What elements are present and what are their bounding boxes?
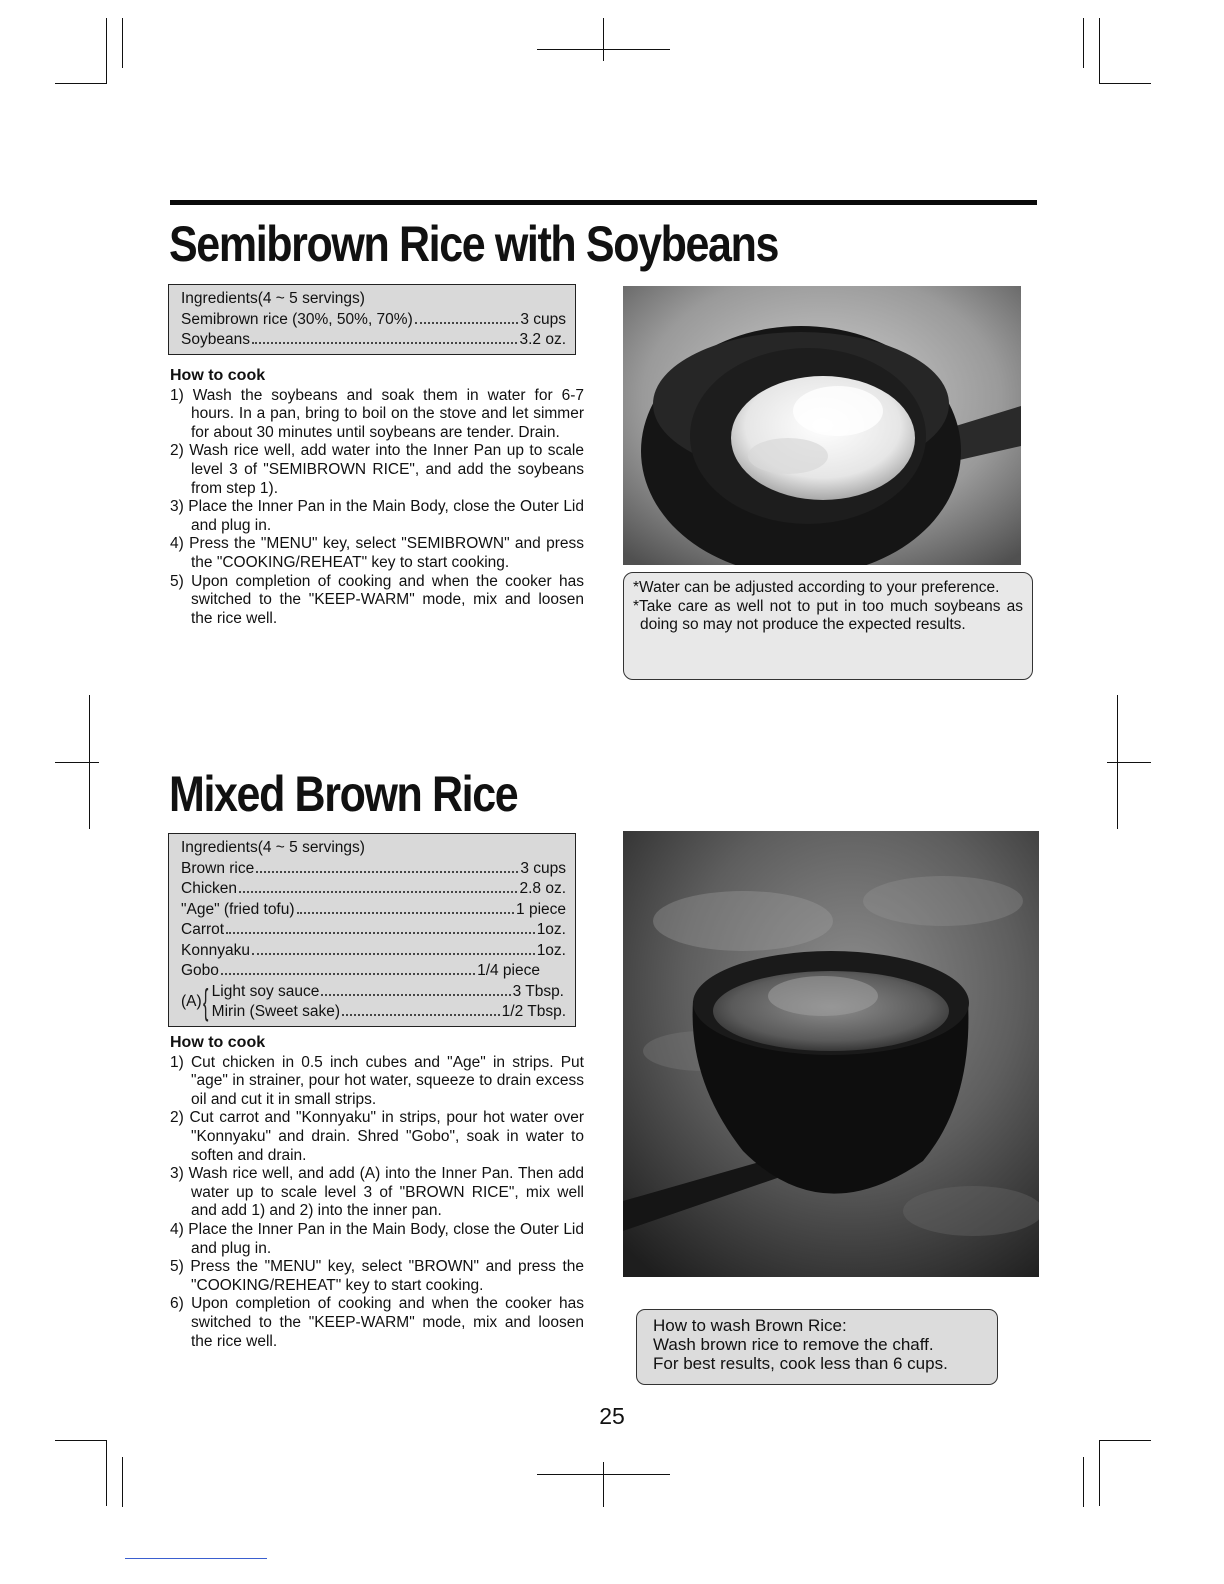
- group-label: (A): [181, 992, 202, 1010]
- ingredient-row: [181, 330, 566, 351]
- ingredients-heading: Ingredients(4 ~ 5 servings): [181, 839, 365, 856]
- tip-text: For best results, cook less than 6 cups.: [653, 1354, 948, 1373]
- ingredient-amount: 1oz.: [536, 941, 566, 959]
- ingredient-name: Soybeans: [181, 331, 250, 348]
- ingredient-name: "Age" (fried tofu): [181, 900, 295, 918]
- page-number: 25: [599, 1403, 625, 1429]
- step: 2) Cut carrot and "Konnyaku" in strips, pour hot water over "Konnyaku" and drain. Shred "Gobo", soak in water to soften and drain.: [170, 1109, 584, 1164]
- step: 1) Cut chicken in 0.5 inch cubes and "Age" in strips. Put "age" in strainer, pour hot water, squeeze to drain excess oil and cut it in small strips.: [170, 1053, 584, 1108]
- how-to-cook: [170, 367, 584, 628]
- ingredient-row: [181, 920, 566, 941]
- ingredient-row: [181, 941, 566, 962]
- tip-text: *Water can be adjusted according to your preference.: [633, 579, 1000, 596]
- ingredient-name: Mirin (Sweet sake): [211, 1003, 341, 1020]
- how-to-cook: [170, 1034, 584, 1351]
- dot-leader: [321, 994, 510, 996]
- step: 4) Place the Inner Pan in the Main Body, close the Outer Lid and plug in.: [170, 1220, 584, 1257]
- tip-text: Wash brown rice to remove the chaff.: [653, 1335, 934, 1354]
- ingredient-row: [181, 961, 540, 982]
- tip-box: [636, 1309, 998, 1385]
- ingredient-amount: 3 cups: [520, 859, 566, 877]
- ingredient-group-a: [181, 982, 566, 1023]
- step: 5) Upon completion of cooking and when the cooker has switched to the "KEEP-WARM" mode, mix and loosen the rice well.: [170, 572, 584, 627]
- step: 2) Wash rice well, add water into the Inner Pan up to scale level 3 of "SEMIBROWN RICE", and add the soybeans from step 1).: [170, 442, 584, 497]
- ingredient-row: [181, 310, 566, 331]
- ingredient-amount: 1oz.: [536, 921, 566, 938]
- dot-leader: [256, 871, 518, 873]
- ingredient-row: [181, 900, 566, 921]
- brace-glyph: {: [202, 981, 209, 1022]
- steps-list: [170, 387, 584, 629]
- ingredients-heading: Ingredients(4 ~ 5 servings): [181, 290, 365, 307]
- dot-leader: [226, 932, 535, 934]
- dot-leader: [221, 973, 475, 975]
- dot-leader: [342, 1014, 500, 1016]
- recipe-title: Semibrown Rice with Soybeans: [169, 216, 779, 272]
- step: 3) Place the Inner Pan in the Main Body, close the Outer Lid and plug in.: [170, 498, 584, 534]
- ingredient-amount: 2.8 oz.: [519, 880, 566, 897]
- ingredient-name: Konnyaku: [181, 941, 250, 959]
- dot-leader: [415, 322, 519, 324]
- header-rule: [170, 200, 1037, 205]
- step: 6) Upon completion of cooking and when the cooker has switched to the "KEEP-WARM" mode, mix and loosen the rice well.: [170, 1295, 584, 1350]
- dot-leader: [297, 912, 514, 914]
- how-to-heading: How to cook: [170, 1034, 266, 1051]
- ingredient-name: Light soy sauce: [211, 982, 320, 1000]
- dot-leader: [252, 342, 518, 344]
- step: 3) Wash rice well, and add (A) into the Inner Pan. Then add water up to scale level 3 of "BROWN RICE", mix well and add 1) and 2) into the inner pan.: [170, 1165, 584, 1220]
- steps-list: [170, 1054, 584, 1352]
- ingredient-amount: 3 cups: [520, 310, 566, 328]
- link-underline: [125, 1558, 267, 1559]
- ingredient-amount: 1 piece: [516, 900, 566, 918]
- photo-mixed-rice-bowl: [623, 831, 1039, 1277]
- ingredients-box: [168, 284, 576, 355]
- ingredient-name: Semibrown rice (30%, 50%, 70%): [181, 310, 413, 328]
- ingredient-amount: 1/2 Tbsp.: [501, 1003, 566, 1020]
- ingredient-amount: 1/4 piece: [477, 962, 540, 979]
- tip-box: [623, 572, 1033, 680]
- photo-soybean-rice-bowl: [623, 286, 1021, 565]
- ingredient-row: [212, 982, 564, 1003]
- dot-leader: [252, 953, 535, 955]
- ingredient-row: [181, 879, 566, 900]
- step: 5) Press the "MENU" key, select "BROWN" and press the "COOKING/REHEAT" key to start cooking.: [170, 1258, 584, 1294]
- ingredient-row: [212, 1002, 566, 1023]
- ingredient-name: Chicken: [181, 880, 237, 897]
- ingredient-name: Gobo: [181, 962, 219, 979]
- step: 4) Press the "MENU" key, select "SEMIBROWN" and press the "COOKING/REHEAT" key to start cooking.: [170, 535, 584, 571]
- tip-heading: How to wash Brown Rice:: [653, 1316, 847, 1335]
- recipe-title: Mixed Brown Rice: [169, 766, 518, 822]
- tip-text: *Take care as well not to put in too much soybeans as doing so may not produce the expected results.: [633, 597, 1023, 634]
- ingredient-name: Carrot: [181, 921, 225, 938]
- how-to-heading: How to cook: [170, 367, 266, 384]
- ingredients-box: [168, 833, 576, 1027]
- dot-leader: [239, 891, 517, 893]
- ingredient-row: [181, 859, 566, 880]
- ingredient-amount: 3 Tbsp.: [512, 982, 564, 1000]
- step: 1) Wash the soybeans and soak them in water for 6-7 hours. In a pan, bring to boil on the stove and let simmer for about 30 minutes until soybeans are tender. Drain.: [170, 386, 584, 441]
- ingredient-name: Brown rice: [181, 859, 255, 877]
- ingredient-amount: 3.2 oz.: [519, 331, 566, 348]
